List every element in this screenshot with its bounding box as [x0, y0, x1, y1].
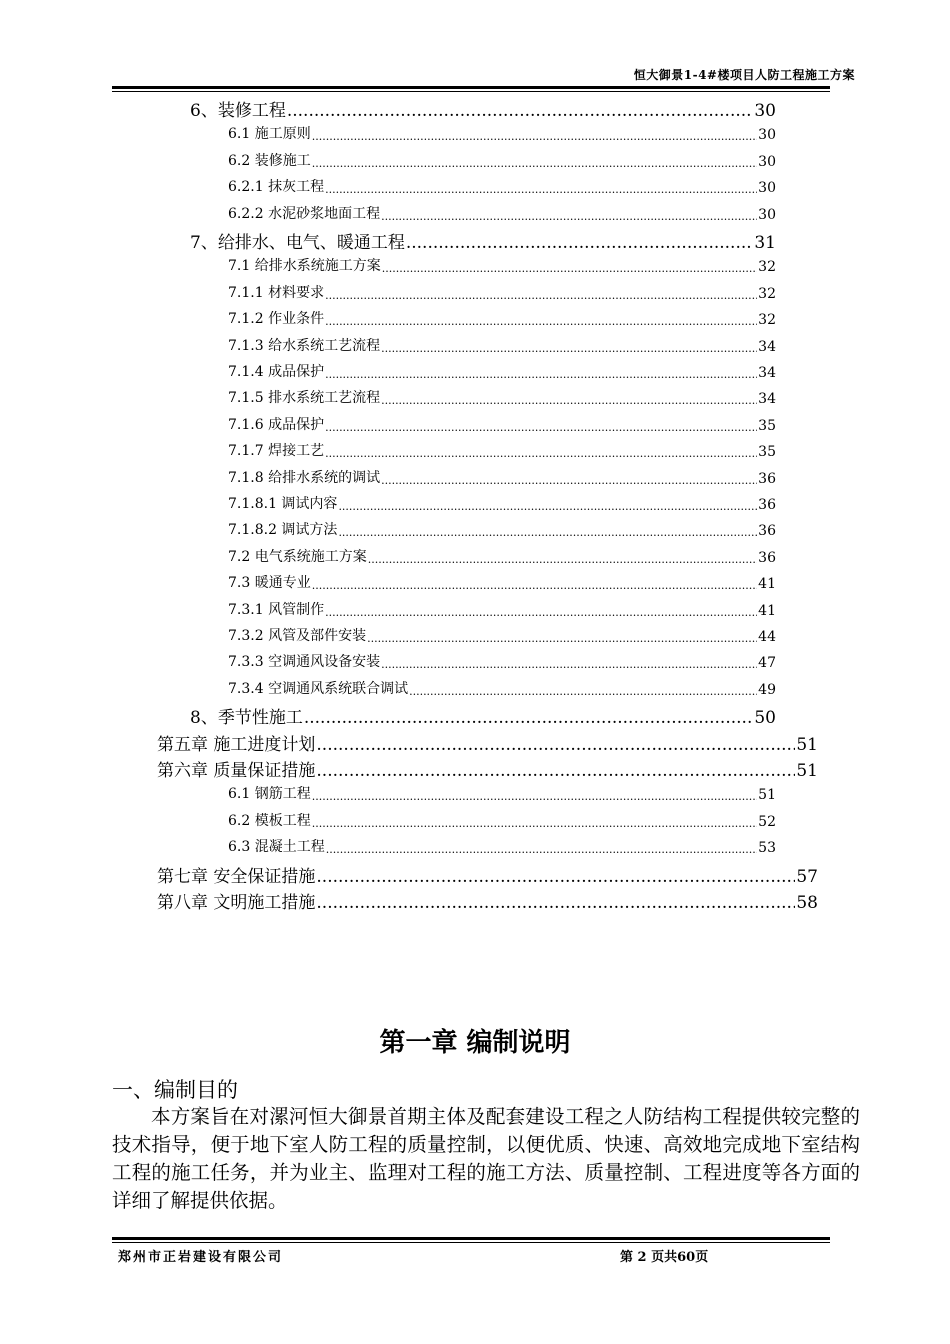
toc-entry-label: 7.1.1 材料要求: [228, 284, 325, 301]
toc-entry[interactable]: [228, 414, 776, 434]
toc-leader-dots: [381, 476, 757, 487]
toc-entry[interactable]: [228, 440, 776, 460]
toc-entry-label: 6.2.1 抹灰工程: [228, 179, 325, 196]
toc-entry-label: 7.1.8.2 调试方法: [228, 522, 338, 539]
toc-entry[interactable]: [228, 387, 776, 407]
toc-leader-dots: [316, 896, 795, 913]
toc-leader-dots: [316, 738, 795, 755]
header-rule-thin: [112, 91, 830, 92]
toc-leader-dots: [325, 370, 757, 381]
toc-entry-page: 41: [758, 576, 776, 593]
toc-entry-page: 44: [758, 629, 776, 645]
toc-entry[interactable]: [228, 150, 776, 170]
toc-entry-label: 7.3 暖通专业: [228, 575, 311, 592]
toc-entry-label: 第五章 施工进度计划: [157, 734, 316, 755]
chapter-title: 第一章 编制说明: [379, 1028, 571, 1058]
toc-entry[interactable]: [228, 335, 776, 355]
toc-entry-page: 32: [758, 259, 776, 276]
footer-rule-thick: [112, 1237, 830, 1240]
toc-leader-dots: [325, 449, 757, 460]
toc-entry[interactable]: [228, 678, 776, 698]
toc-entry-page: 57: [796, 866, 818, 887]
toc-entry-page: 36: [758, 470, 776, 487]
toc-entry[interactable]: [228, 255, 776, 275]
toc-entry-label: 7.1.5 排水系统工艺流程: [228, 390, 381, 407]
toc-entry-page: 34: [758, 365, 776, 381]
toc-leader-dots: [312, 159, 757, 170]
toc-entry[interactable]: [228, 176, 776, 196]
toc-entry[interactable]: [228, 361, 776, 381]
toc-entry-label: 7.1.2 作业条件: [228, 311, 325, 328]
toc-entry-label: 7.1.4 成品保护: [228, 364, 325, 380]
toc-leader-dots: [382, 264, 757, 275]
toc-leader-dots: [338, 502, 757, 513]
toc-entry-label: 7.1 给排水系统施工方案: [228, 258, 381, 275]
toc-entry-label: 7.3.4 空调通风系统联合调试: [228, 680, 409, 697]
toc-entry[interactable]: [228, 836, 776, 856]
toc-entry-page: 47: [758, 655, 776, 672]
toc-entry-page: 58: [796, 893, 818, 913]
toc-entry-page: 30: [758, 153, 776, 170]
toc-entry[interactable]: [228, 203, 776, 223]
toc-entry-label: 7.1.8.1 调试内容: [228, 496, 338, 512]
toc-leader-dots: [316, 764, 795, 781]
toc-leader-dots: [287, 104, 754, 121]
toc-leader-dots: [312, 581, 757, 592]
company-name: 郑州市正岩建设有限公司: [118, 1250, 284, 1265]
toc-leader-dots: [312, 792, 757, 803]
toc-entry-label: 6.2.2 水泥砂浆地面工程: [228, 205, 381, 222]
footer-rule-thin: [112, 1242, 830, 1243]
toc-leader-dots: [326, 845, 757, 856]
toc-entry-label: 6.1 钢筋工程: [228, 786, 311, 803]
toc-entry[interactable]: [228, 519, 776, 539]
toc-leader-dots: [325, 291, 757, 302]
toc-entry[interactable]: [228, 651, 776, 671]
toc-entry-page: 51: [796, 761, 818, 781]
toc-leader-dots: [325, 423, 757, 434]
toc-entry-page: 30: [758, 206, 776, 223]
toc-entry-page: 51: [796, 734, 818, 755]
toc-entry-page: 30: [758, 127, 776, 144]
toc-entry[interactable]: [157, 863, 818, 887]
toc-leader-dots: [304, 711, 754, 728]
toc-leader-dots: [312, 819, 757, 830]
toc-leader-dots: [409, 687, 757, 698]
toc-entry-label: 第八章 文明施工措施: [157, 893, 316, 913]
toc-entry-page: 53: [758, 840, 776, 857]
toc-entry[interactable]: [157, 731, 818, 755]
toc-entry-label: 6.2 装修施工: [228, 152, 311, 169]
toc-entry-label: 7.2 电气系统施工方案: [228, 548, 367, 565]
toc-entry[interactable]: [228, 572, 776, 592]
toc-entry[interactable]: [228, 599, 776, 619]
toc-entry-page: 30: [758, 180, 776, 197]
toc-leader-dots: [367, 634, 757, 645]
toc-entry[interactable]: [190, 704, 776, 728]
toc-entry-label: 6.1 施工原则: [228, 126, 311, 143]
toc-entry-page: 34: [758, 391, 776, 408]
toc-leader-dots: [325, 317, 757, 328]
toc-entry[interactable]: [228, 282, 776, 302]
toc-leader-dots: [381, 396, 757, 407]
toc-entry-page: 50: [754, 708, 776, 729]
toc-entry[interactable]: [228, 467, 776, 487]
toc-leader-dots: [316, 870, 795, 887]
toc-entry-label: 7.1.8 给排水系统的调试: [228, 469, 381, 486]
toc-entry-page: 31: [754, 233, 776, 253]
toc-entry-label: 7.3.3 空调通风设备安装: [228, 654, 381, 671]
section-title: 一、编制目的: [112, 1078, 238, 1102]
toc-leader-dots: [325, 608, 757, 619]
toc-entry-page: 32: [758, 285, 776, 302]
toc-entry[interactable]: [228, 625, 776, 645]
toc-entry[interactable]: [190, 97, 776, 121]
toc-entry-label: 7.3.2 风管及部件安装: [228, 628, 367, 644]
toc-entry-page: 35: [758, 444, 776, 461]
toc-entry-label: 8、季节性施工: [190, 708, 303, 729]
toc-entry-label: 7.1.7 焊接工艺: [228, 443, 325, 460]
toc-entry[interactable]: [228, 783, 776, 803]
toc-entry-label: 7.1.6 成品保护: [228, 416, 325, 433]
toc-leader-dots: [381, 660, 757, 671]
toc-entry[interactable]: [228, 123, 776, 143]
toc-leader-dots: [338, 528, 757, 539]
toc-entry[interactable]: [228, 810, 776, 830]
toc-entry-page: 51: [758, 787, 776, 804]
toc-entry-label: 7.1.3 给水系统工艺流程: [228, 337, 381, 354]
toc-entry-page: 35: [758, 417, 776, 434]
toc-entry[interactable]: [190, 229, 776, 253]
toc-entry-page: 32: [758, 312, 776, 329]
toc-leader-dots: [406, 236, 754, 253]
toc-entry[interactable]: [228, 493, 776, 513]
toc-entry[interactable]: [228, 308, 776, 328]
toc-entry-label: 6.2 模板工程: [228, 812, 311, 829]
toc-entry-label: 第七章 安全保证措施: [157, 866, 316, 887]
toc-entry-label: 6.3 混凝土工程: [228, 839, 325, 856]
toc-entry-label: 7.3.1 风管制作: [228, 601, 325, 618]
toc-leader-dots: [368, 555, 757, 566]
toc-entry-page: 41: [758, 602, 776, 619]
toc-entry-page: 36: [758, 549, 776, 566]
toc-entry-label: 第六章 质量保证措施: [157, 761, 316, 781]
toc-entry-page: 34: [758, 338, 776, 355]
document-title: 恒大御景1-4#楼项目人防工程施工方案: [633, 68, 855, 82]
toc-entry-page: 30: [754, 101, 776, 121]
toc-entry[interactable]: [157, 757, 818, 781]
toc-leader-dots: [381, 344, 757, 355]
toc-leader-dots: [325, 185, 757, 196]
toc-entry-page: 52: [758, 813, 776, 830]
toc-entry[interactable]: [228, 546, 776, 566]
toc-entry-page: 49: [758, 681, 776, 698]
body-paragraph: 本方案旨在对漯河恒大御景首期主体及配套建设工程之人防结构工程提供较完整的技术指导，便于地下室人防工程的质量控制，以便优质、快速、高效地完成地下室结构工程的施工任务，并为业主、监理对工程的施工方法、质量控制、工程进度等各方面的详细了解提供依据。: [112, 1105, 860, 1212]
toc-entry[interactable]: [157, 889, 818, 913]
header-rule-thick: [112, 86, 830, 89]
toc-leader-dots: [312, 132, 757, 143]
toc-entry-page: 36: [758, 497, 776, 513]
toc-leader-dots: [381, 212, 757, 223]
toc-entry-label: 7、给排水、电气、暖通工程: [190, 233, 405, 253]
toc-entry-label: 6、装修工程: [190, 101, 286, 121]
toc-entry-page: 36: [758, 523, 776, 540]
page-number: 第 2 页共60页: [620, 1250, 709, 1265]
